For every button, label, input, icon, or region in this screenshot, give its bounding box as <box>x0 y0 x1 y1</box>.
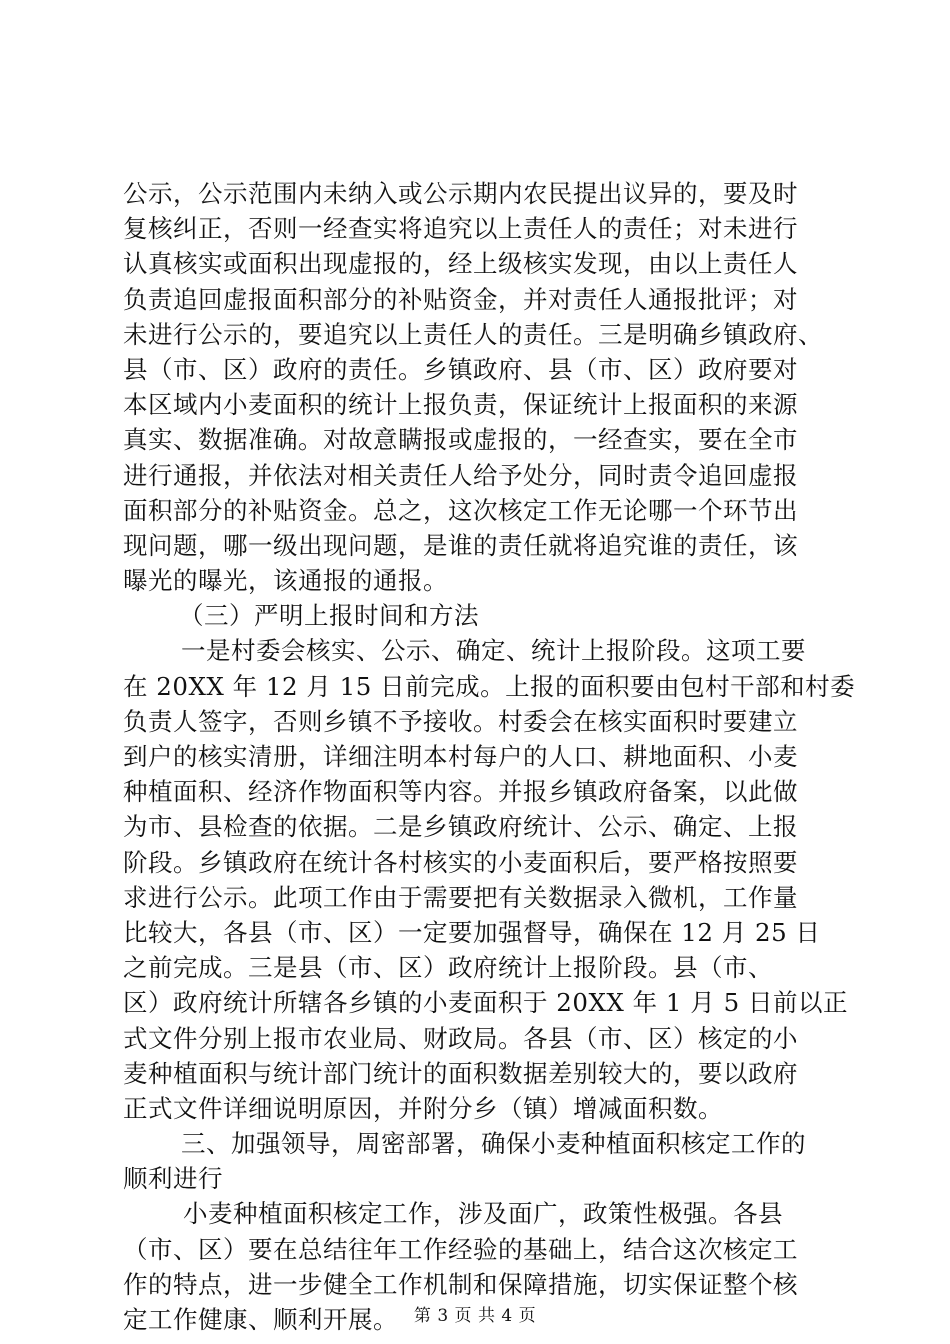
text-line: 正式文件详细说明原因，并附分乡（镇）增减面积数。 <box>123 1093 723 1123</box>
text-line: （市、区）要在总结往年工作经验的基础上，结合这次核定工 <box>123 1234 798 1264</box>
text-line: 阶段。乡镇政府在统计各村核实的小麦面积后，要严格按照要 <box>123 847 798 877</box>
page-number-footer: 第 3 页 共 4 页 <box>413 1306 537 1326</box>
text-line: 现问题，哪一级出现问题，是谁的责任就将追究谁的责任，该 <box>123 530 798 560</box>
text-line: 定工作健康、顺利开展。 <box>123 1305 398 1334</box>
text-line: 比较大，各县（市、区）一定要加强督导，确保在 12 月 25 日 <box>123 917 821 947</box>
text-line: 面积部分的补贴资金。总之，这次核定工作无论哪一个环节出 <box>123 495 798 525</box>
text-line: 公示，公示范围内未纳入或公示期内农民提出议异的，要及时 <box>123 179 798 208</box>
text-line: 式文件分别上报市农业局、财政局。各县（市、区）核定的小 <box>123 1023 798 1053</box>
text-line: 负责人签字，否则乡镇不予接收。村委会在核实面积时要建立 <box>123 706 798 736</box>
text-line: 作的特点，进一步健全工作机制和保障措施，切实保证整个核 <box>123 1269 798 1299</box>
section-heading-continued: 顺利进行 <box>123 1164 223 1194</box>
text-line: 之前完成。三是县（市、区）政府统计上报阶段。县（市、 <box>123 953 773 983</box>
text-line: 县（市、区）政府的责任。乡镇政府、县（市、区）政府要对 <box>123 354 798 384</box>
text-line: 认真核实或面积出现虚报的，经上级核实发现，由以上责任人 <box>123 249 798 279</box>
text-line: 曝光的曝光，该通报的通报。 <box>123 566 448 596</box>
text-line: 本区域内小麦面积的统计上报负责，保证统计上报面积的来源 <box>123 390 798 420</box>
text-line: 麦种植面积与统计部门统计的面积数据差别较大的，要以政府 <box>123 1058 798 1088</box>
text-line: 在 20XX 年 12 月 15 日前完成。上报的面积要由包村干部和村委 <box>123 671 856 701</box>
document-body <box>123 176 856 1337</box>
section-heading: 三、加强领导，周密部署，确保小麦种植面积核定工作的 <box>181 1129 806 1159</box>
text-line: 进行通报，并依法对相关责任人给予处分，同时责令追回虚报 <box>123 460 798 490</box>
text-line: 复核纠正，否则一经查实将追究以上责任人的责任；对未进行 <box>123 214 798 244</box>
text-line: 真实、数据准确。对故意瞒报或虚报的，一经查实，要在全市 <box>123 425 798 455</box>
text-line: 种植面积、经济作物面积等内容。并报乡镇政府备案，以此做 <box>123 777 798 807</box>
paragraph-start-line: 小麦种植面积核定工作，涉及面广，政策性极强。各县 <box>183 1199 783 1229</box>
text-line: 到户的核实清册，详细注明本村每户的人口、耕地面积、小麦 <box>123 742 798 771</box>
text-line: 求进行公示。此项工作由于需要把有关数据录入微机，工作量 <box>123 882 798 912</box>
section-heading: （三）严明上报时间和方法 <box>179 601 479 631</box>
text-line: 区）政府统计所辖各乡镇的小麦面积于 20XX 年 1 月 5 日前以正 <box>123 988 848 1018</box>
paragraph-start-line: 一是村委会核实、公示、确定、统计上报阶段。这项工要 <box>181 636 806 666</box>
text-line: 为市、县检查的依据。二是乡镇政府统计、公示、确定、上报 <box>123 812 798 842</box>
text-line: 负责追回虚报面积部分的补贴资金，并对责任人通报批评；对 <box>123 284 798 314</box>
text-line: 未进行公示的，要追究以上责任人的责任。三是明确乡镇政府、 <box>123 319 823 349</box>
